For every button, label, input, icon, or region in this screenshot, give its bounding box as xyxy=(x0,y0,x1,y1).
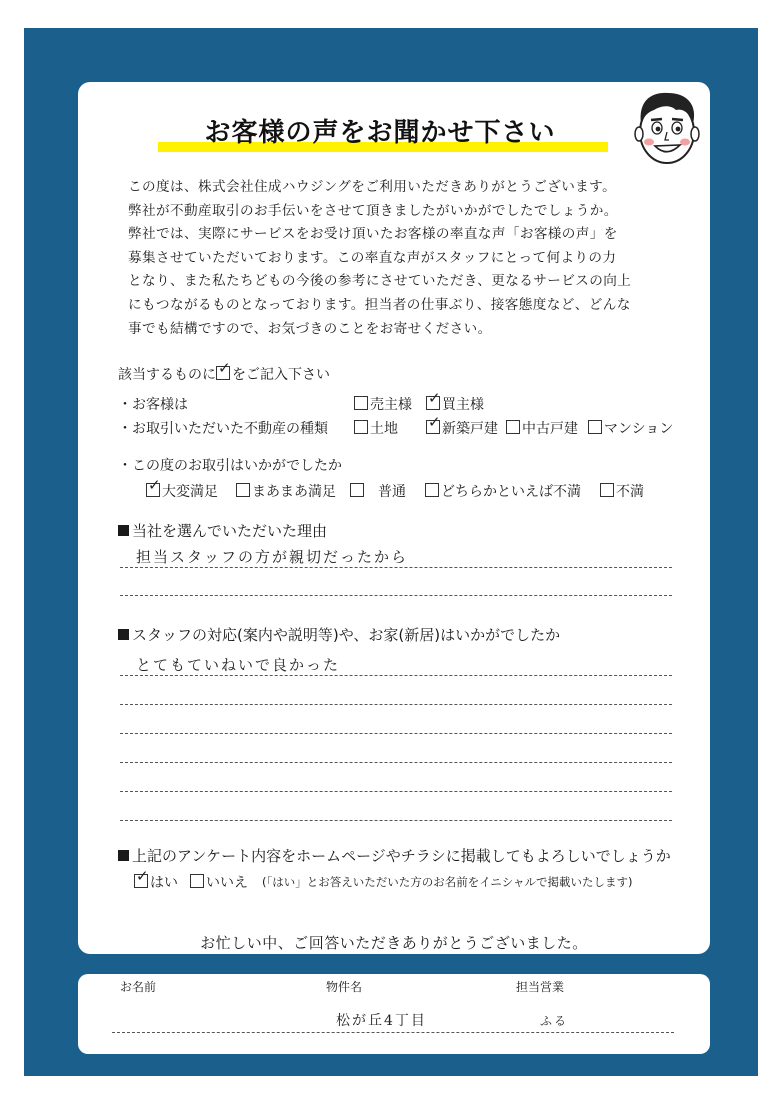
option-label: どちらかといえば不満 xyxy=(441,484,581,500)
checkbox[interactable] xyxy=(354,396,368,410)
option-label: 普通 xyxy=(378,484,406,500)
staff-heading-text: スタッフの対応(案内や説明等)や、お家(新居)はいかがでしたか xyxy=(132,626,561,644)
answer-line xyxy=(120,704,672,705)
option-label: 買主様 xyxy=(442,397,484,413)
checkbox[interactable] xyxy=(354,420,368,434)
intro-text xyxy=(128,176,688,341)
intro-line: 事でも結構ですので、お気づきのことをお寄せください。 xyxy=(128,320,492,337)
property-value[interactable]: 松が丘4丁目 xyxy=(336,1013,427,1029)
option-very-satisfied[interactable] xyxy=(146,481,218,501)
option-unsatisfied[interactable] xyxy=(600,481,644,501)
option-label: 中古戸建 xyxy=(522,421,578,437)
checkbox[interactable] xyxy=(190,874,204,888)
option-label: まあまあ満足 xyxy=(252,484,336,500)
option-label: 土地 xyxy=(370,421,398,437)
checkbox[interactable] xyxy=(506,420,520,434)
checkbox-checked[interactable] xyxy=(134,874,148,888)
answer-line xyxy=(120,567,672,568)
publish-heading xyxy=(118,845,671,866)
option-label: いいえ xyxy=(206,875,248,891)
intro-line: 弊社では、実際にサービスをお受け頂いたお客様の率直な声「お客様の声」を xyxy=(128,226,618,243)
checkbox-icon xyxy=(216,366,230,380)
option-neutral[interactable] xyxy=(350,481,406,501)
closing-message: お忙しい中、ご回答いただきありがとうございました。 xyxy=(200,934,588,952)
checkbox[interactable] xyxy=(350,483,364,497)
option-label: はい xyxy=(150,875,178,891)
property-label: 物件名 xyxy=(326,980,363,994)
q-property-label: ・お取引いただいた不動産の種類 xyxy=(118,421,328,437)
answer-line xyxy=(120,820,672,821)
intro-line: この度は、株式会社住成ハウジングをご利用いただきありがとうございます。 xyxy=(128,179,617,195)
answer-line xyxy=(120,791,672,792)
staff-answer[interactable]: とてもていねいで良かった xyxy=(136,656,341,674)
option-label: 大変満足 xyxy=(162,484,218,500)
option-publish-no[interactable] xyxy=(190,872,248,892)
instruction-after: をご記入下さい xyxy=(232,367,330,383)
option-somewhat-satisfied[interactable] xyxy=(236,481,336,501)
option-label: 新築戸建 xyxy=(442,421,498,437)
q-satisfaction-label: ・この度のお取引はいかがでしたか xyxy=(118,458,342,474)
mascot-face-icon xyxy=(630,88,704,168)
staff-label: 担当営業 xyxy=(516,980,565,994)
option-label: マンション xyxy=(604,421,674,437)
staff-value[interactable]: ふる xyxy=(540,1014,569,1028)
answer-line xyxy=(120,675,672,676)
reason-heading-text: 当社を選んでいただいた理由 xyxy=(132,522,328,540)
reason-heading xyxy=(118,520,327,541)
publish-heading-text: 上記のアンケート内容をホームページやチラシに掲載してもよろしいでしょうか xyxy=(132,847,671,865)
answer-line xyxy=(120,595,672,596)
option-land[interactable] xyxy=(354,418,398,438)
answer-line xyxy=(120,762,672,763)
checkbox-checked[interactable] xyxy=(426,420,440,434)
checkbox[interactable] xyxy=(236,483,250,497)
q-customer-label: ・お客様は xyxy=(118,397,188,413)
staff-heading xyxy=(118,624,560,645)
checkbox[interactable] xyxy=(425,483,439,497)
checkbox-checked[interactable] xyxy=(426,396,440,410)
option-used-house[interactable] xyxy=(506,418,578,438)
square-bullet-icon xyxy=(118,629,129,640)
option-mansion[interactable] xyxy=(588,418,673,438)
square-bullet-icon xyxy=(118,525,129,536)
name-label: お名前 xyxy=(120,980,157,994)
square-bullet-icon xyxy=(118,850,129,861)
instruction xyxy=(118,364,330,384)
option-seller[interactable] xyxy=(354,394,412,414)
checkbox[interactable] xyxy=(588,420,602,434)
intro-line: 募集させていただいております。この率直な声がスタッフにとって何よりの力 xyxy=(128,249,617,266)
reason-answer[interactable]: 担当スタッフの方が親切だったから xyxy=(136,548,409,566)
option-label: 売主様 xyxy=(370,397,412,413)
answer-line xyxy=(120,733,672,734)
publish-note: (「はい」とお答えいただいた方のお名前をイニシャルで掲載いたします) xyxy=(262,875,633,889)
page-title: お客様の声をお聞かせ下さい xyxy=(204,118,556,148)
option-label: 不満 xyxy=(616,484,644,500)
option-publish-yes[interactable] xyxy=(134,872,178,892)
checkbox-checked[interactable] xyxy=(146,483,160,497)
intro-line: 弊社が不動産取引のお手伝いをさせて頂きましたがいかがでしたでしょうか。 xyxy=(128,202,618,219)
checkbox[interactable] xyxy=(600,483,614,497)
option-buyer[interactable] xyxy=(426,394,484,414)
instruction-before: 該当するものに xyxy=(118,367,216,383)
title-block xyxy=(150,112,610,156)
option-new-house[interactable] xyxy=(426,418,498,438)
footer-line xyxy=(112,1032,674,1033)
option-somewhat-unsatisfied[interactable] xyxy=(425,481,581,501)
intro-line: となり、また私たちどもの今後の参考にさせていただき、更なるサービスの向上 xyxy=(128,273,632,290)
intro-line: にもつながるものとなっております。担当者の仕事ぶり、接客態度など、どんな xyxy=(128,296,631,313)
